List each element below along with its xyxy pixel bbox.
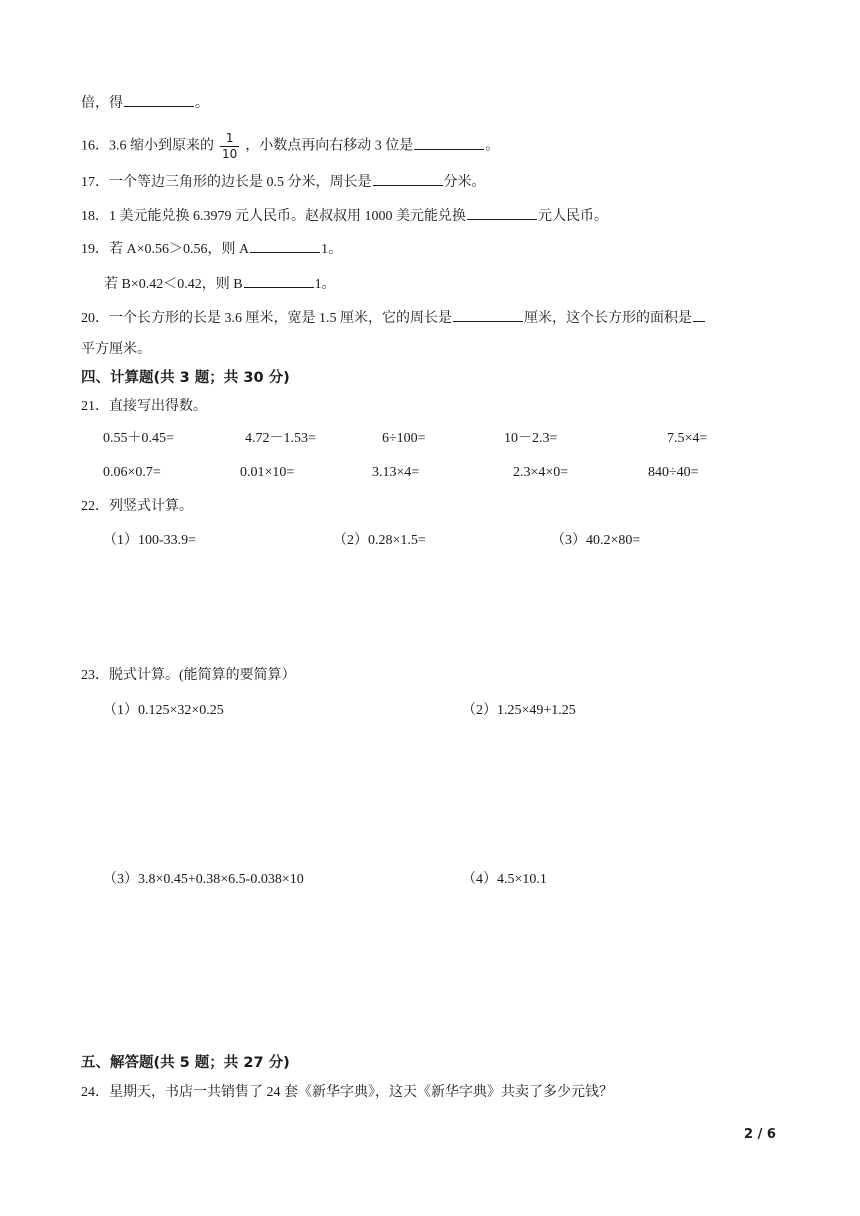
answer-blank[interactable]	[453, 307, 523, 322]
calc-item: 840÷40=	[648, 465, 699, 480]
calc-item: 6÷100=	[382, 431, 426, 446]
question-23-title: 23．脱式计算。(能简算的要简算）	[81, 668, 296, 683]
step-calc-item: （4）4.5×10.1	[462, 872, 547, 887]
step-calc-item: （2）1.25×49+1.25	[462, 703, 576, 718]
question-17: 17．一个等边三角形的边长是 0.5 分米，周长是 分米。	[81, 171, 486, 193]
answer-blank[interactable]	[250, 238, 320, 253]
question-21-title: 21．直接写出得数。	[81, 399, 207, 414]
answer-blank[interactable]	[414, 135, 484, 150]
answer-blank[interactable]	[467, 205, 537, 220]
vertical-calc-item: （1）100-33.9=	[103, 533, 197, 548]
question-19-a: 19．若 A×0.56＞0.56，则 A 1。	[81, 238, 342, 260]
calc-item: 0.06×0.7=	[103, 465, 161, 480]
answer-blank[interactable]	[124, 92, 194, 107]
answer-blank[interactable]	[693, 307, 705, 322]
step-calc-item: （1）0.125×32×0.25	[103, 703, 224, 718]
q15-tail: 倍，得 。	[81, 92, 209, 114]
question-22-title: 22．列竖式计算。	[81, 499, 193, 514]
step-calc-item: （3）3.8×0.45+0.38×6.5-0.038×10	[103, 872, 304, 887]
vertical-calc-item: （3）40.2×80=	[551, 533, 641, 548]
calc-item: 10－2.3=	[504, 431, 558, 446]
question-20-line-2: 平方厘米。	[81, 342, 151, 357]
calc-item: 2.3×4×0=	[513, 465, 569, 480]
question-18: 18．1 美元能兑换 6.3979 元人民币。赵叔叔用 1000 美元能兑换 元人民币。	[81, 205, 608, 227]
answer-blank[interactable]	[373, 171, 443, 186]
question-16: 16．3.6 缩小到原来的 $\frac{1}{10}$ ，小数点再向右移动 3 位是 。	[81, 131, 500, 161]
section-5-heading: 五、解答题(共 5 题；共 27 分)	[81, 1055, 290, 1071]
calc-item: 7.5×4=	[667, 431, 708, 446]
page-number: 2 / 6	[744, 1127, 776, 1142]
question-19-b: 若 B×0.42＜0.42，则 B 1。	[104, 273, 336, 295]
question-24: 24．星期天，书店一共销售了 24 套《新华字典》，这天《新华字典》共卖了多少元钱？	[81, 1085, 613, 1100]
question-20: 20．一个长方形的长是 3.6 厘米，宽是 1.5 厘米，它的周长是 厘米，这个长方形的面积是	[81, 307, 706, 329]
answer-blank[interactable]	[244, 273, 314, 288]
fraction: $\frac{1}{10}$	[222, 131, 238, 161]
calc-item: 3.13×4=	[372, 465, 420, 480]
calc-item: 0.01×10=	[240, 465, 295, 480]
calc-item: 0.55＋0.45=	[103, 431, 174, 446]
section-4-heading: 四、计算题(共 3 题；共 30 分)	[81, 370, 290, 386]
calc-item: 4.72－1.53=	[245, 431, 316, 446]
vertical-calc-item: （2）0.28×1.5=	[333, 533, 426, 548]
